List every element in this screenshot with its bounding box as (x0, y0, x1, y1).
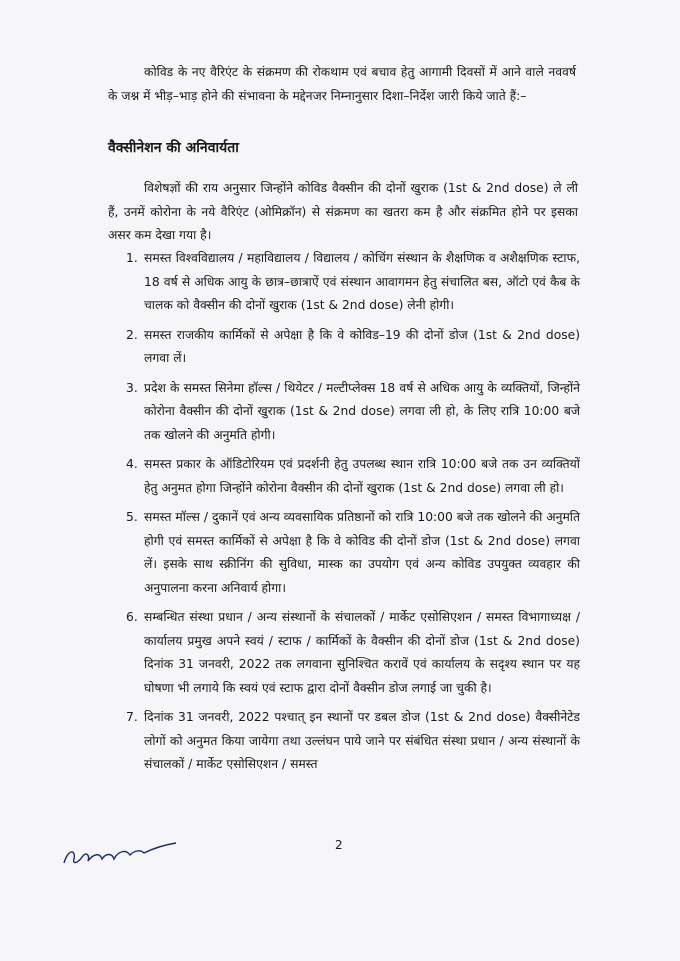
item-text: दिनांक 31 जनवरी, 2022 पश्चात् इन स्थानों पर डबल डोज (1st & 2nd dose) वैक्सीनेटेड लोगों को अनुमत किया जायेगा तथा उल्लंघन पाये जाने पर संबंधित संस्था प्रधान / अन्य संस्थानों के संचालकों / मार्केट एसोसिएशन / समस्त (144, 710, 580, 771)
item-text: प्रदेश के समस्त सिनेमा हॉल्स / थियेटर / मल्टीप्लेक्स 18 वर्ष से अधिक आयु के व्यक्तियों, जिन्होंने कोरोना वैक्सीन की दोनों खुराक (1st & 2nd dose) लगवा ली हो, के लिए रात्रि 10:00 बजे तक खोलने की अनुमति होगी। (144, 380, 580, 442)
list-item (108, 706, 580, 777)
item-text: समस्त विश्वविद्यालय / महाविद्यालय / विद्यालय / कोचिंग संस्थान के शैक्षणिक व अशैक्षणिक स्टाफ, 18 वर्ष से अधिक आयु के छात्र–छात्राऐं एवं संस्थान आवागमन हेतु संचालित बस, ऑटो एवं कैब के चालक को वैक्सीन की दोनों खुराक (1st & 2nd dose) लेनी होगी। (144, 251, 580, 312)
list-item (108, 247, 580, 318)
guideline-list (108, 247, 580, 783)
section-heading: वैक्सीनेशन की अनिवार्यता (108, 140, 239, 156)
item-number: 6. (126, 610, 138, 624)
item-number: 3. (126, 380, 138, 395)
intro-paragraph: कोविड के नए वैरिएंट के संक्रमण की रोकथाम एवं बचाव हेतु आगामी दिवसों में आने वाले नववर्ष के जश्न में भीड़–भाड़ होने की संभावना के मद्देनजर निम्नानुसार दिशा–निर्देश जारी किये जाते हैं:– (108, 65, 576, 103)
item-text: समस्त मॉल्स / दुकानें एवं अन्य व्यवसायिक प्रतिष्ठानों को रात्रि 10:00 बजे तक खोलने की अनुमति होगी एवं समस्त कार्मिकों से अपेक्षा है कि वे कोविड की दोनों डोज (1st & 2nd dose) लगवा लें। इसके साथ स्क्रीनिंग की सुविधा, मास्क का उपयोग एवं अन्य कोविड उपयुक्त व्यवहार की अनुपालना करना अनिवार्य होगा। (144, 510, 580, 595)
item-text: समस्त राजकीय कार्मिकों से अपेक्षा है कि वे कोविड–19 की दोनों डोज (1st & 2nd dose) लगवा लें। (144, 327, 580, 365)
item-number: 2. (126, 327, 138, 342)
vaccination-paragraph: विशेषज्ञों की राय अनुसार जिन्होंने कोविड वैक्सीन की दोनों खुराक (1st & 2nd dose) ले ली हैं, उनमें कोरोना के नये वैरिएंट (ओमिक्रॉन) से संक्रमण का खतरा कम है और संक्रमित होने पर इसका असर कम देखा गया है। (108, 181, 578, 242)
list-item (108, 506, 580, 600)
page-number: 2 (335, 838, 343, 852)
list-item (108, 453, 580, 500)
signature (60, 835, 180, 875)
item-text: समस्त प्रकार के ऑडिटोरियम एवं प्रदर्शनी हेतु उपलब्ध स्थान रात्रि 10:00 बजे तक उन व्यक्तियों हेतु अनुमत होगा जिन्होंने कोरोना वैक्सीन की दोनों खुराक (1st & 2nd dose) लगवा ली हो। (144, 457, 580, 495)
item-number: 4. (126, 457, 138, 471)
list-item (108, 377, 580, 448)
list-item (108, 324, 580, 371)
item-number: 1. (126, 251, 138, 265)
item-number: 7. (126, 710, 138, 724)
list-item (108, 606, 580, 700)
item-number: 5. (126, 510, 138, 524)
item-text: सम्बन्धित संस्था प्रधान / अन्य संस्थानों के संचालकों / मार्केट एसोसिएशन / समस्त विभागाध्यक्ष / कार्यालय प्रमुख अपने स्वयं / स्टाफ / कार्मिकों के वैक्सीन की दोनों डोज (1st & 2nd dose) दिनांक 31 जनवरी, 2022 तक लगवाना सुनिश्चित करावें एवं कार्यालय के सदृश्य स्थान पर यह घोषणा भी लगाये कि स्वयं एवं स्टाफ द्वारा दोनों वैक्सीन डोज लगाई जा चुकी है। (144, 610, 580, 695)
